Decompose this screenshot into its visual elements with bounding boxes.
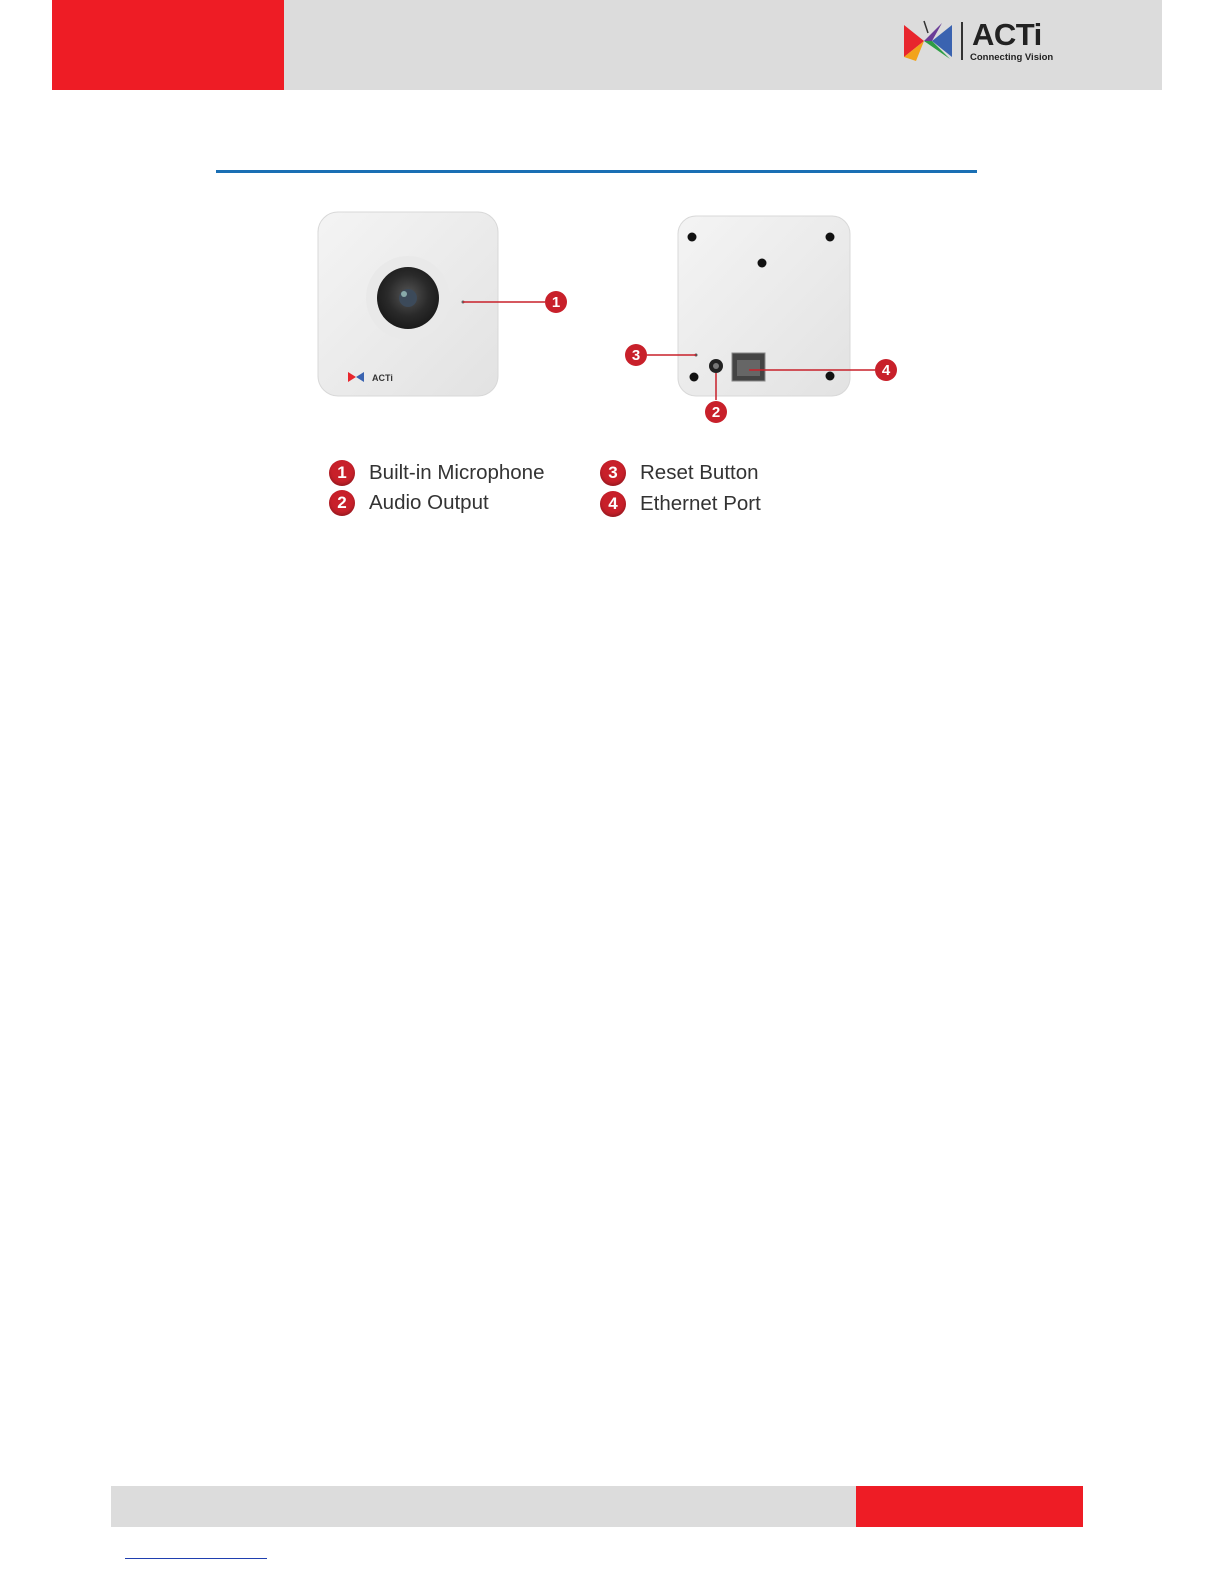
brand-name: ACTi <box>972 17 1042 52</box>
legend-badge: 3 <box>600 460 626 486</box>
section-rule <box>216 170 977 173</box>
svg-text:2: 2 <box>711 404 721 421</box>
legend-badge: 1 <box>329 460 355 486</box>
footer-red-block <box>856 1486 1083 1527</box>
callout-4 <box>875 359 897 381</box>
acti-butterfly-icon <box>902 19 958 63</box>
callout-3 <box>625 344 647 366</box>
legend-badge: 4 <box>600 491 626 517</box>
camera-back-view <box>647 216 875 400</box>
legend-item-2 <box>329 490 489 516</box>
legend-label: Reset Button <box>640 461 759 484</box>
legend-label: Audio Output <box>369 491 489 514</box>
legend-badge: 2 <box>329 490 355 516</box>
footer-band <box>111 1486 856 1527</box>
camera-front-view <box>318 212 545 396</box>
camera-figure <box>300 200 920 440</box>
svg-text:3: 3 <box>631 347 641 364</box>
footer-link[interactable] <box>125 1558 267 1559</box>
brand-tagline: Connecting Vision <box>970 52 1054 63</box>
svg-text:1: 1 <box>551 294 561 311</box>
header-red-block <box>52 0 284 90</box>
legend-item-3 <box>600 460 759 486</box>
logo-separator <box>961 22 963 60</box>
callout-1 <box>545 291 567 313</box>
legend-label: Built-in Microphone <box>369 461 545 484</box>
legend-item-1 <box>329 460 544 486</box>
svg-text:ACTi: ACTi <box>372 373 393 383</box>
callout-2 <box>705 401 727 423</box>
svg-text:4: 4 <box>881 362 891 379</box>
legend-item-4 <box>600 491 761 517</box>
legend-label: Ethernet Port <box>640 492 761 515</box>
acti-logo <box>902 19 1062 65</box>
